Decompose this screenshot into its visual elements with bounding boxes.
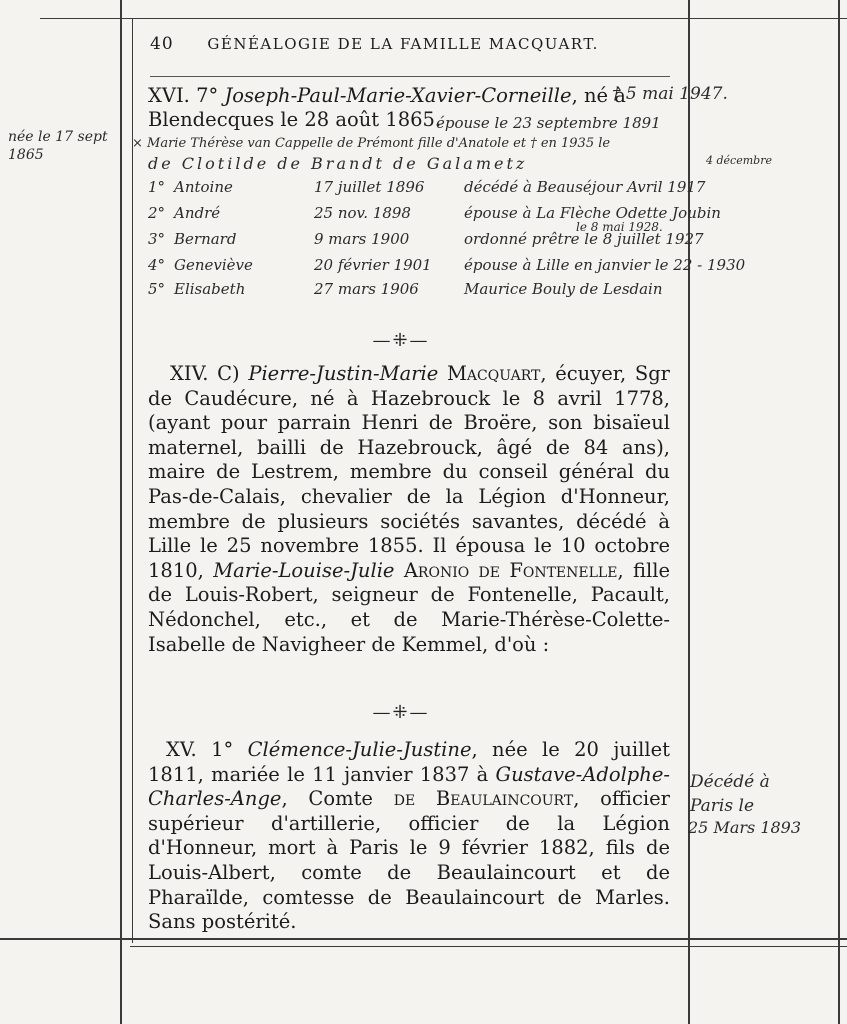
entry-xiv-wife: Marie-Louise-Julie xyxy=(213,558,395,582)
ornament-divider: —⁜— xyxy=(372,330,430,351)
page-rule-inner xyxy=(132,18,133,943)
child-number: 2° xyxy=(148,204,166,222)
child-date: 20 février 1901 xyxy=(314,256,432,274)
entry-xv-husband-title: de Beaulaincourt xyxy=(393,787,574,811)
entry-xiv-text2: , fille de Louis-Robert, seigneur de Fontenelle, Pacault, Nédonchel, etc., et de Marie-Thérèse-Colette-Isabelle de Navigheer de Kemmel, d'où : xyxy=(148,558,671,656)
entry-xvi-line2: Blendecques le 28 août 1865. xyxy=(148,108,442,131)
page-number: 40 xyxy=(150,34,174,54)
entry-xv-text1: , née le 20 juillet 1811, mariée le 11 janvier 1837 à xyxy=(148,738,671,786)
child-row xyxy=(148,280,663,298)
child-extra-note: le 8 mai 1928. xyxy=(576,220,663,234)
page-rule-far-right xyxy=(838,0,840,1024)
child-date: 25 nov. 1898 xyxy=(314,204,411,222)
child-note: épouse à Lille en janvier le 22 - 1930 xyxy=(464,256,746,274)
child-name: Bernard xyxy=(174,230,237,248)
entry-xiv-head: XIV. C) xyxy=(170,362,240,385)
child-row xyxy=(148,178,705,196)
handwritten-death: † 5 mai 1947. xyxy=(612,84,728,104)
page-rule-top xyxy=(40,18,847,19)
child-note: décédé à Beauséjour Avril 1917 xyxy=(464,178,706,196)
child-number: 1° xyxy=(148,178,166,196)
page-rule-left xyxy=(120,0,122,1024)
child-date: 9 mars 1900 xyxy=(314,230,410,248)
child-note: ordonné prêtre le 8 juillet 1927 xyxy=(464,230,704,248)
handwritten-spouse: × Marie Thérèse van Cappelle de Prémont fille d'Anatole et † en 1935 le xyxy=(132,136,611,151)
page-header xyxy=(150,34,670,54)
entry-xiv-surname: Macquart xyxy=(446,362,541,385)
child-name: André xyxy=(174,204,221,222)
margin-note-birth xyxy=(8,128,118,164)
child-number: 4° xyxy=(148,256,166,274)
entry-xv xyxy=(148,738,670,935)
child-number: 5° xyxy=(148,280,166,298)
entry-xv-name: Clémence-Julie-Justine xyxy=(247,738,472,761)
handwritten-marriage: épouse le 23 septembre 1891 xyxy=(436,114,661,132)
child-date: 27 mars 1906 xyxy=(314,280,419,298)
entry-xv-husband: Gustave-Adolphe-Charles-Ange xyxy=(148,762,670,811)
child-row xyxy=(148,256,745,274)
entry-xiv-text: , écuyer, Sgr de Caudécure, né à Hazebrouck le 8 avril 1778, (ayant pour parrain Henri de Broëre, son bisaïeul maternel, bailli de Hazebrouck, âgé de 84 ans), maire de Lestrem, membre du conseil général du Pas-de-Calais, chevalier de la Légion d'Honneur, membre de plusieurs sociétés savantes, décédé à Lille le 25 novembre 1855. Il épousa le 10 octobre 1810, xyxy=(148,362,671,582)
ornament-divider: —⁜— xyxy=(372,702,430,723)
entry-xvi-name: Joseph-Paul-Marie-Xavier-Corneille xyxy=(224,84,572,107)
handwritten-spouse-parent: de Clotilde de Brandt de Galametz xyxy=(148,154,528,173)
entry-xiv-name: Pierre-Justin-Marie xyxy=(248,362,439,385)
page-rule-right xyxy=(688,0,690,1024)
entry-xvi-text: , né à xyxy=(571,84,626,107)
child-note: épouse à La Flèche Odette Joubin xyxy=(464,204,721,222)
page-rule-bottom-2 xyxy=(130,946,847,947)
page-rule-bottom xyxy=(0,938,847,940)
entry-xiv-wife-surname: Aronio de Fontenelle xyxy=(403,558,618,582)
child-note: Maurice Bouly de Lesdain xyxy=(464,280,663,298)
child-name: Geneviève xyxy=(174,256,253,274)
header-rule xyxy=(150,76,670,77)
entry-xv-text2: , Comte xyxy=(281,787,373,811)
child-name: Elisabeth xyxy=(174,280,246,298)
margin-note-birth-text: née le 17 sept 1865 xyxy=(8,129,108,163)
child-name: Antoine xyxy=(174,178,233,196)
page-title: GÉNÉALOGIE DE LA FAMILLE MACQUART. xyxy=(207,35,599,53)
child-date: 17 juillet 1896 xyxy=(314,178,425,196)
entry-xiv xyxy=(148,362,670,657)
entry-xv-text3: , officier supérieur d'artillerie, officier de la Légion d'Honneur, mort à Paris le 9 février 1882, fils de Louis-Albert, comte de Beaulaincourt et de Pharaïlde, comtesse de Beaulaincourt de Marles. Sans postérité. xyxy=(148,787,670,934)
margin-note-death-2: Paris le xyxy=(690,796,754,816)
child-number: 3° xyxy=(148,230,166,248)
entry-xv-head: XV. 1° xyxy=(166,738,234,761)
margin-note-death-1: Décédé à xyxy=(690,772,770,792)
entry-xvi-head: XVI. 7° xyxy=(148,84,219,107)
handwritten-date-note: 4 décembre xyxy=(706,154,772,167)
margin-note-death-3: 25 Mars 1893 xyxy=(688,818,802,837)
